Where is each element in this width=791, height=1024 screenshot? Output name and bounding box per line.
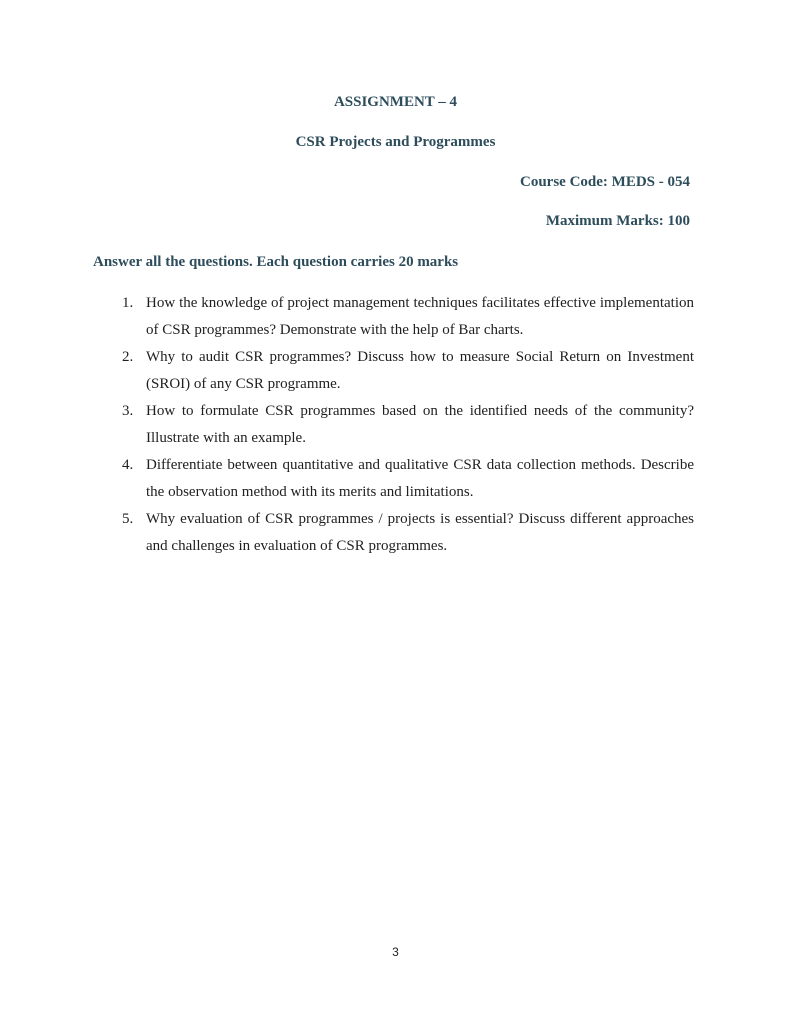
maximum-marks: Maximum Marks: 100 [545, 213, 690, 229]
course-subtitle: CSR Projects and Programmes [295, 134, 496, 150]
question-text: Why to audit CSR programmes? Discuss how to measure Social Return on Investment (SROI) of any CSR programme. [146, 349, 694, 392]
question-list [122, 290, 694, 560]
question-number: 5. [122, 511, 134, 527]
question-number: 3. [122, 403, 134, 419]
question-text: Why evaluation of CSR programmes / projects is essential? Discuss different approaches and challenges in evaluation of CSR programmes. [146, 511, 694, 554]
question-text: Differentiate between quantitative and qualitative CSR data collection methods. Describe the observation method with its merits and limitations. [146, 457, 694, 500]
question-item [122, 506, 694, 560]
question-item [122, 398, 694, 452]
question-item [122, 290, 694, 344]
question-text: How to formulate CSR programmes based on the identified needs of the community? Illustrate with an example. [146, 403, 694, 446]
instructions: Answer all the questions. Each question carries 20 marks [93, 254, 459, 270]
question-item [122, 452, 694, 506]
question-number: 1. [122, 295, 134, 311]
course-code: Course Code: MEDS - 054 [520, 174, 690, 190]
question-item [122, 344, 694, 398]
question-number: 4. [122, 457, 134, 473]
question-number: 2. [122, 349, 134, 365]
question-text: How the knowledge of project management techniques facilitates effective implementation of CSR programmes? Demonstrate with the help of Bar charts. [146, 295, 694, 338]
assignment-title: ASSIGNMENT – 4 [333, 94, 458, 110]
page-number: 3 [392, 945, 399, 959]
